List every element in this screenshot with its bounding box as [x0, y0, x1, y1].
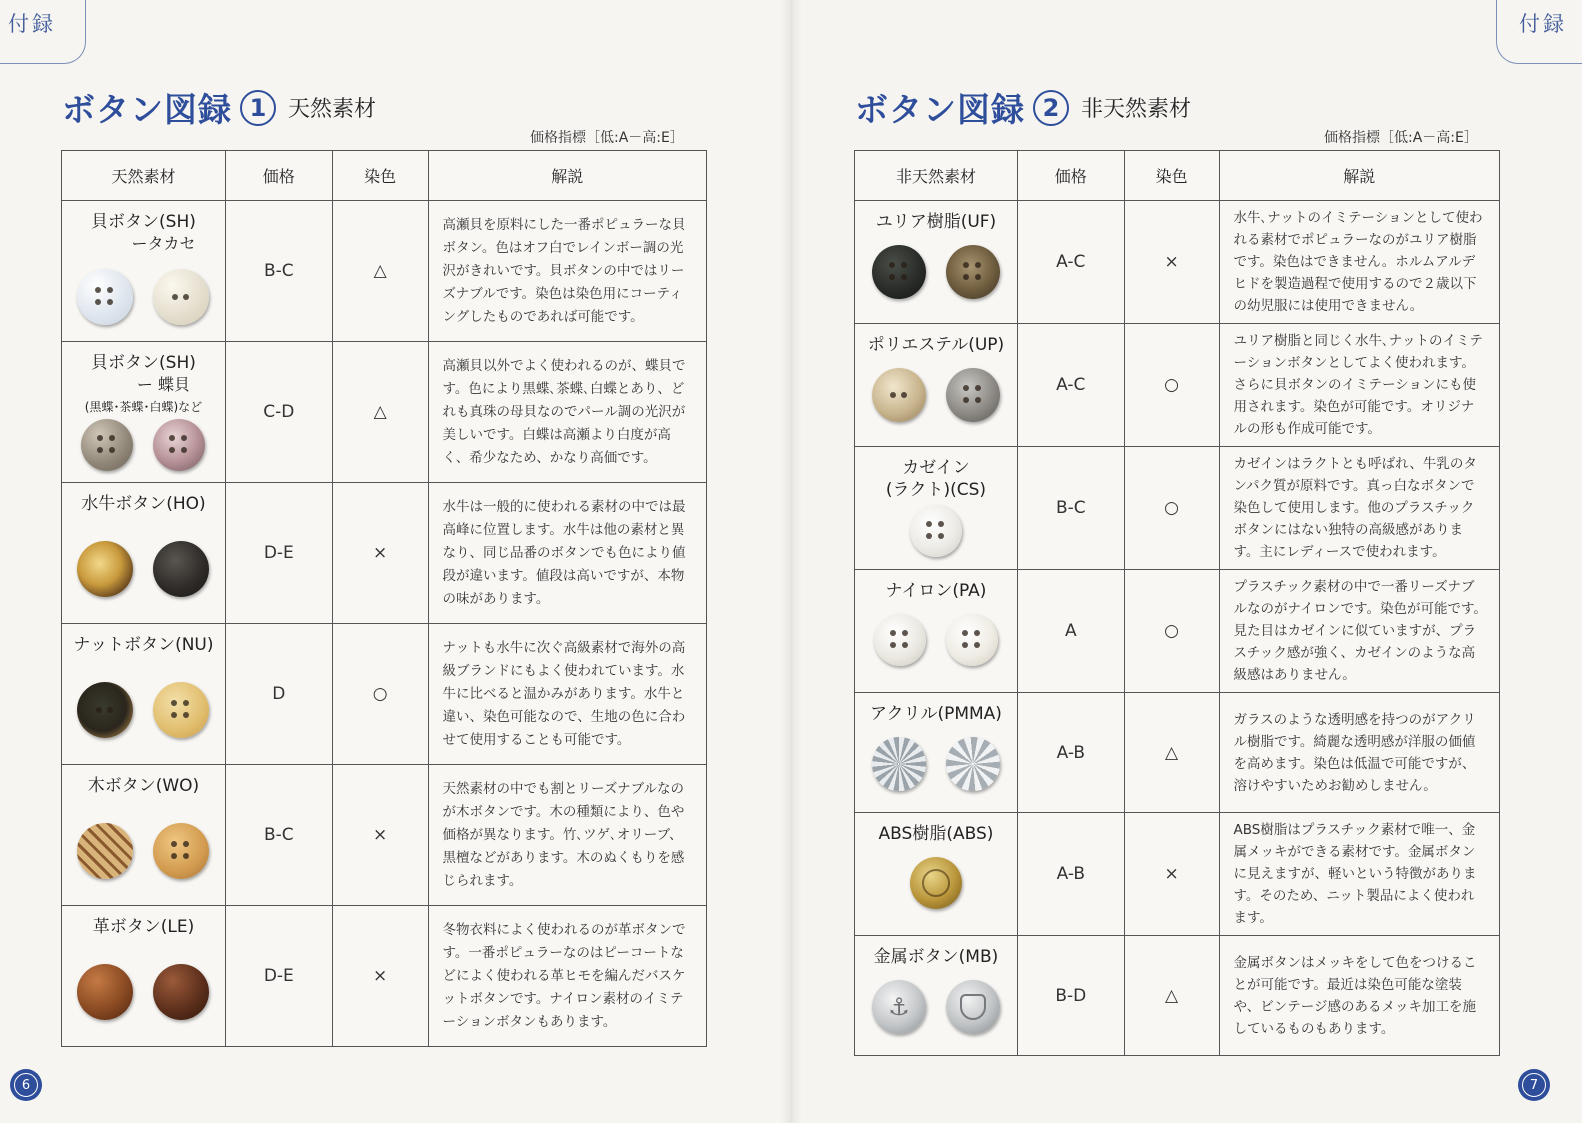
table-row — [62, 624, 707, 765]
right-title-main: ボタン図録 — [855, 90, 1025, 129]
dye-cell: △ — [332, 201, 428, 342]
right-title-sub: 非天然素材 — [1081, 97, 1192, 122]
description-cell: 高瀬貝以外でよく使われるのが、蝶貝です。色により黒蝶､茶蝶､白蝶とあり、どれも真珠の母貝なのでパール調の光沢が美しいです。白蝶は高瀬より白度が高く、希少なため、かなり高価です。 — [428, 342, 706, 483]
table-row — [62, 906, 707, 1047]
shell-button-image — [153, 269, 209, 325]
table-row — [62, 201, 707, 342]
table-row — [62, 342, 707, 483]
nylon-button-image — [946, 614, 998, 666]
abs-metal-plated-button-image — [910, 857, 962, 909]
price-cell: A-B — [1017, 813, 1124, 936]
wood-button-image — [77, 823, 133, 879]
horn-button-image — [153, 541, 209, 597]
header-description: 解説 — [1219, 151, 1500, 201]
description-cell: ABS樹脂はプラスチック素材で唯一、金属メッキができる素材です。金属ボタンに見えますが、軽いという特徴があります。そのため、ニット製品によく使われます。 — [1219, 813, 1500, 936]
dye-cell: ○ — [1124, 324, 1219, 447]
material-subname: ー 蝶貝 — [136, 375, 190, 394]
material-name: ナットボタン(NU) — [73, 635, 214, 655]
polyester-button-image — [872, 368, 926, 422]
table-row — [855, 447, 1500, 570]
right-page — [791, 0, 1582, 1123]
header-dye: 染色 — [332, 151, 428, 201]
book-spine-shadow — [780, 0, 802, 1123]
material-cell — [855, 201, 1018, 324]
leather-button-image — [153, 964, 209, 1020]
description-cell: 天然素材の中でも割とリーズナブルなのが木ボタンです。木の種類により、色や価格が異なります。竹､ツゲ､オリーブ、黒檀などがあります。木のぬくもりを感じられます。 — [428, 765, 706, 906]
price-cell: D-E — [225, 483, 332, 624]
price-cell: A-B — [1017, 693, 1124, 813]
table-row — [855, 201, 1500, 324]
table-row — [855, 813, 1500, 936]
price-cell: A — [1017, 570, 1124, 693]
acrylic-button-image — [946, 737, 1000, 791]
leather-button-image — [77, 964, 133, 1020]
header-price: 価格 — [225, 151, 332, 201]
description-cell: 金属ボタンはメッキをして色をつけることが可能です。最近は染色可能な塗装や、ビンテージ感のあるメッキ加工を施しているものもあります。 — [1219, 936, 1500, 1056]
material-cell — [855, 813, 1018, 936]
description-cell: 水牛､ナットのイミテーションとして使われる素材でポピュラーなのがユリア樹脂です。染色はできません。ホルムアルデヒドを製造過程で使用するので２歳以下の幼児服には使用できません。 — [1219, 201, 1500, 324]
table-header-row — [62, 151, 707, 201]
urea-button-image — [946, 245, 1000, 299]
material-cell — [62, 765, 226, 906]
header-material: 非天然素材 — [855, 151, 1018, 201]
dye-cell: △ — [1124, 936, 1219, 1056]
dye-cell: × — [1124, 201, 1219, 324]
butterfly-shell-button-image — [81, 419, 133, 471]
left-price-index: 価格指標［低:A－高:E］ — [530, 130, 684, 146]
horn-button-image — [77, 541, 133, 597]
dye-cell: ○ — [1124, 447, 1219, 570]
nylon-button-image — [874, 614, 926, 666]
description-cell: ユリア樹脂と同じく水牛､ナットのイミテーションボタンとしてよく使われます。さらに貝ボタンのイミテーションにも使用されます。染色が可能です。オリジナルの形も作成可能です。 — [1219, 324, 1500, 447]
acrylic-button-image — [872, 737, 926, 791]
material-name: 金属ボタン(MB) — [873, 947, 999, 967]
material-name: アクリル(PMMA) — [869, 704, 1002, 724]
description-cell: 高瀬貝を原料にした一番ポピュラーな貝ボタン。色はオフ白でレインボー調の光沢がきれいです。貝ボタンの中ではリーズナブルです。染色は染色用にコーティングしたものであれば可能です。 — [428, 201, 706, 342]
material-name: 革ボタン(LE) — [92, 917, 195, 937]
wood-button-image — [153, 823, 209, 879]
non-natural-materials-table — [854, 150, 1500, 1056]
material-name: 貝ボタン(SH) — [91, 353, 196, 373]
dye-cell: × — [1124, 813, 1219, 936]
price-cell: C-D — [225, 342, 332, 483]
right-price-index: 価格指標［低:A－高:E］ — [1324, 130, 1478, 146]
nut-button-image — [153, 682, 209, 738]
appendix-tab-right: 付録 — [1496, 0, 1582, 64]
price-cell: D — [225, 624, 332, 765]
description-cell: プラスチック素材の中で一番リーズナブルなのがナイロンです。染色が可能です。見た目はカゼインに似ていますが、プラスチック感が強く、カゼインのような高級感はありません。 — [1219, 570, 1500, 693]
left-title — [62, 84, 376, 131]
anchor-icon: ⚓ — [888, 993, 910, 1021]
material-cell — [855, 447, 1018, 570]
description-cell: 水牛は一般的に使われる素材の中では最高峰に位置します。水牛は他の素材と異なり、同じ品番のボタンでも色により値段が違います。値段は高いですが、本物の味があります。 — [428, 483, 706, 624]
dye-cell: × — [332, 765, 428, 906]
price-cell: D-E — [225, 906, 332, 1047]
description-cell: 冬物衣料によく使われるのが革ボタンです。一番ポピュラーなのはピーコートなどによく使われる革ヒモを編んだバスケットボタンです。ナイロン素材のイミテーションボタンもあります。 — [428, 906, 706, 1047]
material-name: 水牛ボタン(HO) — [81, 494, 206, 514]
material-cell — [855, 570, 1018, 693]
header-dye: 染色 — [1124, 151, 1219, 201]
dye-cell: × — [332, 906, 428, 1047]
material-name: ナイロン(PA) — [885, 581, 987, 601]
casein-button-image — [910, 505, 962, 557]
material-cell — [62, 342, 226, 483]
material-name: ポリエステル(UP) — [867, 335, 1005, 355]
material-cell — [855, 693, 1018, 813]
material-name: ユリア樹脂(UF) — [875, 212, 997, 232]
description-cell: ナットも水牛に次ぐ高級素材で海外の高級ブランドにもよく使われています。水牛に比べると温かみがあります。水牛と違い、染色可能なので、生地の色に合わせて使用することも可能です。 — [428, 624, 706, 765]
description-cell: ガラスのような透明感を持つのがアクリル樹脂です。綺麗な透明感が洋服の価値を高めます。染色は低温で可能ですが、溶けやすいためお勧めしません。 — [1219, 693, 1500, 813]
left-title-sub: 天然素材 — [288, 97, 377, 122]
material-cell — [62, 906, 226, 1047]
price-cell: A-C — [1017, 201, 1124, 324]
appendix-tab-left: 付録 — [0, 0, 86, 64]
price-cell: B-C — [1017, 447, 1124, 570]
left-title-number: 1 — [240, 90, 276, 126]
material-name: 貝ボタン(SH) — [91, 212, 196, 232]
page-number-right: 7 — [1518, 1069, 1550, 1101]
table-row — [855, 936, 1500, 1056]
material-cell — [62, 624, 226, 765]
nut-button-image — [77, 682, 133, 738]
price-cell: A-C — [1017, 324, 1124, 447]
material-name: ABS樹脂(ABS) — [878, 824, 994, 844]
polyester-button-image — [946, 368, 1000, 422]
material-subname: (ラクト)(CS) — [885, 480, 987, 500]
table-row — [855, 570, 1500, 693]
natural-materials-table — [61, 150, 707, 1047]
material-cell — [855, 936, 1018, 1056]
header-description: 解説 — [428, 151, 706, 201]
right-title-number: 2 — [1033, 90, 1069, 126]
material-cell — [62, 201, 226, 342]
butterfly-shell-button-image — [153, 419, 205, 471]
material-name: カゼイン — [902, 458, 970, 478]
price-cell: B-D — [1017, 936, 1124, 1056]
description-cell: カゼインはラクトとも呼ばれ、牛乳のタンパク質が原料です。真っ白なボタンで染色して使用します。他のプラスチックボタンにはない独特の高級感があります。主にレディースで使われます。 — [1219, 447, 1500, 570]
right-title — [855, 84, 1191, 131]
material-cell — [855, 324, 1018, 447]
shell-button-image — [77, 269, 133, 325]
metal-crest-button-image — [946, 980, 1000, 1034]
urea-button-image — [872, 245, 926, 299]
dye-cell: ○ — [332, 624, 428, 765]
table-row — [855, 693, 1500, 813]
dye-cell: △ — [332, 342, 428, 483]
table-header-row — [855, 151, 1500, 201]
material-name: 木ボタン(WO) — [87, 776, 200, 796]
table-row — [62, 483, 707, 624]
header-price: 価格 — [1017, 151, 1124, 201]
table-row — [855, 324, 1500, 447]
dye-cell: × — [332, 483, 428, 624]
header-material: 天然素材 — [62, 151, 226, 201]
metal-anchor-button-image — [872, 980, 926, 1034]
dye-cell: ○ — [1124, 570, 1219, 693]
material-subname: ータカセ — [131, 234, 196, 253]
table-row — [62, 765, 707, 906]
price-cell: B-C — [225, 765, 332, 906]
left-title-main: ボタン図録 — [62, 90, 232, 129]
price-cell: B-C — [225, 201, 332, 342]
material-note: (黒蝶･茶蝶･白蝶)など — [84, 400, 203, 414]
dye-cell: △ — [1124, 693, 1219, 813]
material-cell — [62, 483, 226, 624]
page-number-left: 6 — [10, 1069, 42, 1101]
